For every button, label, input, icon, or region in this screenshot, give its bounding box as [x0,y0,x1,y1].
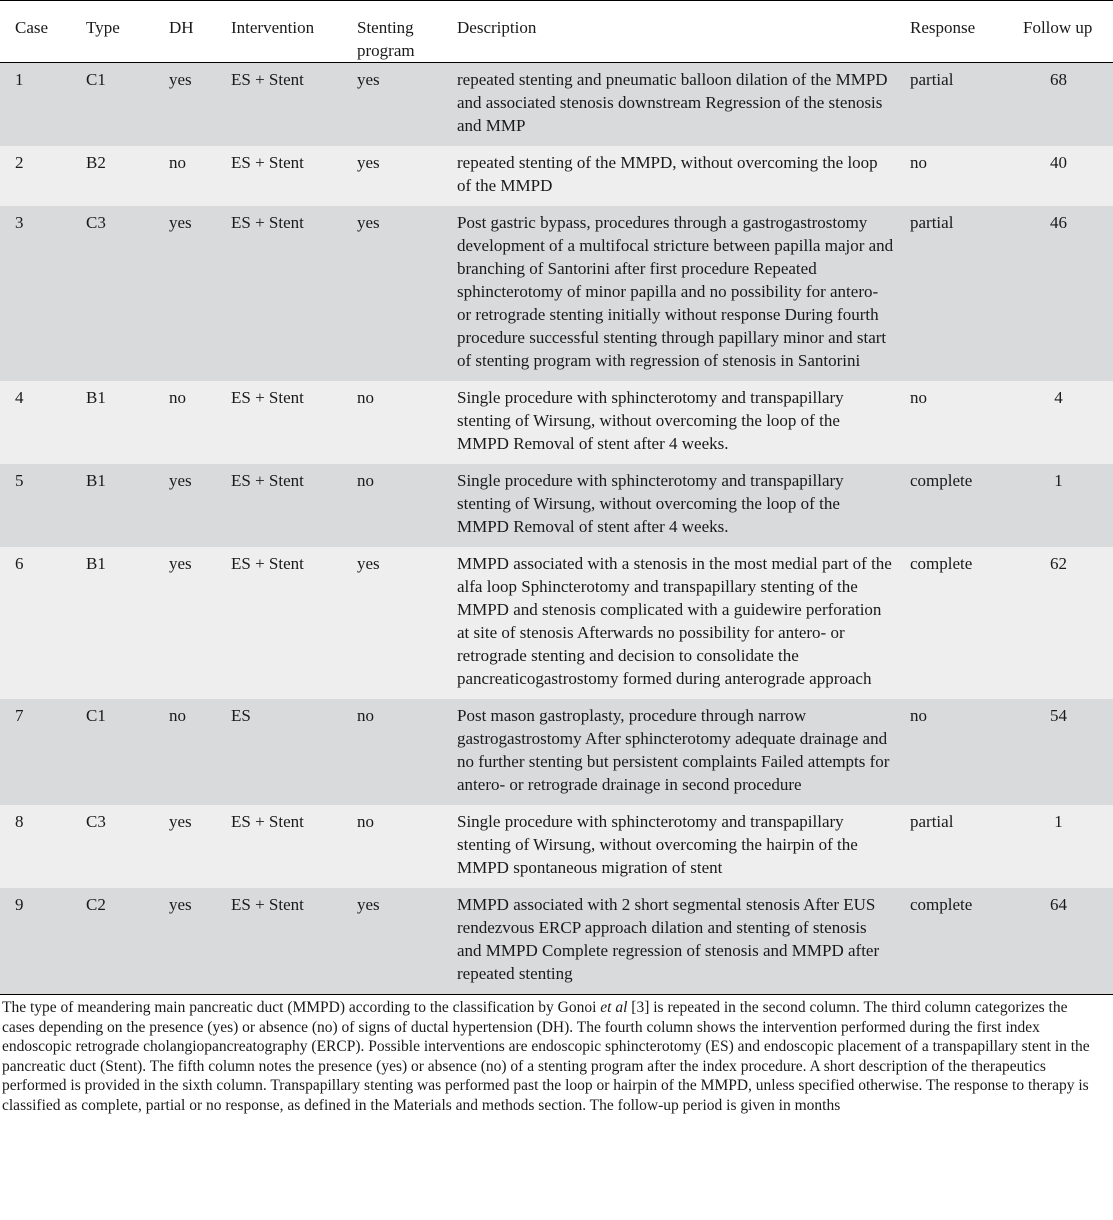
cell-description: Post mason gastroplasty, procedure through narrow gastrogastrostomy After sphincterotomy adequate drainage and no further stenting but persistent complaints Failed attempts for antero- or retrograde drainage in second procedure [457,706,890,794]
header-stenting-program: Stenting program [342,1,442,63]
cell-stenting-program: no [357,812,374,831]
cell-stenting-program: yes [342,888,442,995]
cell-case: 9 [0,888,71,995]
cell-response: complete [910,554,973,573]
table-row [0,699,1113,805]
cell-stenting-program: no [357,388,374,407]
cell-description: Single procedure with sphincterotomy and transpapillary stenting of Wirsung, without overcoming the loop of the MMPD Removal of stent after 4 weeks. [457,388,844,453]
table-body [0,63,1113,995]
cell-case: 8 [15,812,24,831]
table-row [0,805,1113,888]
cell-description: MMPD associated with a stenosis in the most medial part of the alfa loop Sphincterotomy and transpapillary stenting of the MMPD and stenosis complicated with a guidewire perforation at site of stenosis Afterwards no possibility for antero- or retrograde stenting and decision to consolidate the pancreaticogastrostomy formed during anterograde approach [457,554,892,688]
cell-case: 5 [15,471,24,490]
cell-follow-up: 62 [1050,554,1067,573]
caption-text-start: The type of meandering main pancreatic duct (MMPD) according to the classification by Gonoi [2,999,601,1016]
header-intervention: Intervention [216,1,342,63]
cell-type: B1 [86,554,106,573]
cell-follow-up: 40 [1050,153,1067,172]
table-row [0,888,1113,995]
cell-stenting-program: yes [357,213,380,232]
cell-dh: yes [169,213,192,232]
cell-case: 3 [15,213,24,232]
cell-response: partial [910,812,954,831]
cell-intervention: ES + Stent [216,888,342,995]
table-row [0,464,1113,547]
cell-type: C2 [71,888,154,995]
cell-case: 4 [15,388,24,407]
table-row [0,206,1113,381]
cell-description: Single procedure with sphincterotomy and transpapillary stenting of Wirsung, without overcoming the hairpin of the MMPD spontaneous migration of stent [457,812,858,877]
cell-intervention: ES + Stent [231,812,304,831]
cell-dh: no [169,388,186,407]
cell-dh: no [169,706,186,725]
cell-follow-up: 4 [1054,388,1063,407]
cell-intervention: ES + Stent [231,388,304,407]
cell-description: repeated stenting of the MMPD, without overcoming the loop of the MMPD [457,153,878,195]
cell-dh: no [169,153,186,172]
header-type: Type [71,1,154,63]
cell-response: complete [910,471,973,490]
cell-case: 7 [15,706,24,725]
table-row [0,547,1113,699]
header-description: Description [442,1,895,63]
cell-dh: yes [169,554,192,573]
table-row [0,63,1113,147]
cell-case: 1 [15,70,24,89]
cell-intervention: ES + Stent [231,554,304,573]
cell-description: MMPD associated with 2 short segmental stenosis After EUS rendezvous ERCP approach dilation and stenting of stenosis and MMPD Complete regression of stenosis and MMPD after repeated stenting [442,888,895,995]
cell-intervention: ES + Stent [231,471,304,490]
table-header [0,1,1113,63]
cell-description: repeated stenting and pneumatic balloon dilation of the MMPD and associated stenosis downstream Regression of the stenosis and MMP [457,70,888,135]
table-row [0,381,1113,464]
cell-response: no [910,388,927,407]
cell-type: B1 [86,388,106,407]
cell-dh: yes [169,70,192,89]
cell-case: 2 [15,153,24,172]
cell-type: B2 [86,153,106,172]
cell-response: complete [895,888,1004,995]
cell-stenting-program: yes [357,153,380,172]
caption-etal: et al [600,999,628,1016]
cell-description: Post gastric bypass, procedures through a gastrogastrostomy development of a multifocal stricture between papilla major and branching of Santorini after first procedure Repeated sphincterotomy of minor papilla and no possibility for antero- or retrograde stenting initially without response During fourth procedure successful stenting through papillary minor and start of stenting program with regression of stenosis in Santorini [457,213,894,370]
cell-response: no [910,153,927,172]
cell-stenting-program: yes [357,554,380,573]
table-caption [0,995,1113,1115]
cell-follow-up: 1 [1054,471,1063,490]
cell-intervention: ES + Stent [231,153,304,172]
cell-dh: yes [154,888,216,995]
cell-dh: yes [169,812,192,831]
cell-case: 6 [15,554,24,573]
table-row [0,146,1113,206]
cell-type: C3 [86,213,106,232]
cell-type: C1 [86,70,106,89]
cell-response: partial [910,213,954,232]
cell-response: partial [910,70,954,89]
cell-intervention: ES + Stent [231,213,304,232]
cell-response: no [910,706,927,725]
cell-follow-up: 46 [1050,213,1067,232]
cell-intervention: ES [231,706,251,725]
header-row [0,1,1113,63]
cell-follow-up: 54 [1050,706,1067,725]
cell-dh: yes [169,471,192,490]
header-case: Case [0,1,71,63]
cell-stenting-program: no [357,471,374,490]
caption-text-end: [3] is repeated in the second column. The third column categorizes the cases depending on the presence (yes) or absence (no) of signs of ductal hypertension (DH). The fourth column shows the intervention performed during the first index endoscopic retrograde cholangiopancreatography (ERCP). Possible interventions are endoscopic sphincterotomy (ES) and endoscopic placement of a transpapillary stent in the pancreatic duct (Stent). The fifth column notes the presence (yes) or absence (no) of a stenting program after the index procedure. A short description of the therapeutics performed is provided in the sixth column. Transpapillary stenting was performed past the loop or hairpin of the MMPD, unless specified otherwise. The response to therapy is classified as complete, partial or no response, as defined in the Materials and methods section. The follow-up period is given in months [2,999,1090,1114]
cell-type: C1 [86,706,106,725]
cell-follow-up: 68 [1050,70,1067,89]
cell-follow-up: 1 [1054,812,1063,831]
header-follow-up: Follow up [1004,1,1113,63]
cell-type: C3 [86,812,106,831]
cell-follow-up: 64 [1004,888,1113,995]
header-response: Response [895,1,1004,63]
cell-type: B1 [86,471,106,490]
header-dh: DH [154,1,216,63]
cell-stenting-program: no [357,706,374,725]
cell-description: Single procedure with sphincterotomy and transpapillary stenting of Wirsung, without overcoming the loop of the MMPD Removal of stent after 4 weeks. [457,471,844,536]
cell-stenting-program: yes [357,70,380,89]
cell-intervention: ES + Stent [231,70,304,89]
